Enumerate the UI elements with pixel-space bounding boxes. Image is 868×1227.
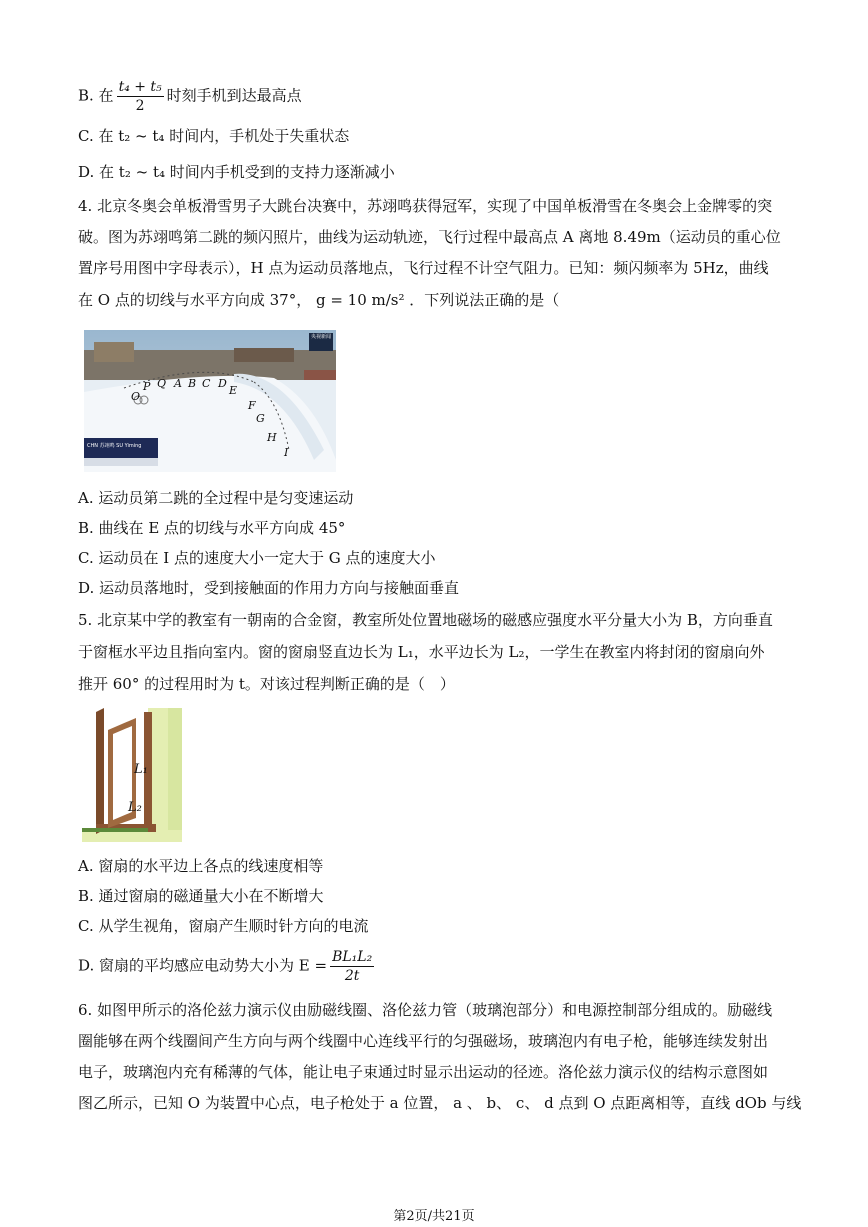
q4-option-d: D. 运动员落地时，受到接触面的作用力方向与接触面垂直 bbox=[78, 579, 460, 597]
q3-option-d: D. 在 t₂ ~ t₄ 时间内手机受到的支持力逐渐减小 bbox=[78, 163, 395, 181]
athlete-caption: CHN 苏翊鸣 SU Yiming bbox=[87, 443, 142, 449]
broadcaster-badge: 央视新闻 bbox=[310, 334, 331, 340]
fraction-denominator: 2 bbox=[135, 98, 145, 114]
fraction-numerator: t₄ + t₅ bbox=[118, 79, 162, 95]
option-b-suffix: 时刻手机到达最高点 bbox=[166, 86, 302, 105]
q5-option-b: B. 通过窗扇的磁通量大小在不断增大 bbox=[78, 887, 324, 905]
q6-stem-line: 6. 如图甲所示的洛伦兹力演示仪由励磁线圈、洛伦兹力管（玻璃泡部分）和电源控制部分组成的。励磁线 bbox=[78, 1001, 773, 1019]
q4-option-a: A. 运动员第二跳的全过程中是匀变速运动 bbox=[78, 489, 354, 507]
point-label-h: H bbox=[267, 431, 277, 444]
q4-stem-line: 破。图为苏翊鸣第二跳的频闪照片，曲线为运动轨迹，飞行过程中最高点 A 离地 8.49m（运动员的重心位 bbox=[78, 228, 781, 246]
q5-option-d bbox=[78, 948, 794, 985]
q4-option-b: B. 曲线在 E 点的切线与水平方向成 45° bbox=[78, 519, 346, 537]
point-label-q: Q bbox=[157, 377, 167, 390]
point-label-p: P bbox=[143, 380, 151, 393]
point-label-e: E bbox=[229, 384, 238, 397]
q6-stem-line: 电子，玻璃泡内充有稀薄的气体，能让电子束通过时显示出运动的径迹。洛伦兹力演示仪的结构示意图如 bbox=[78, 1063, 769, 1081]
q5-option-a: A. 窗扇的水平边上各点的线速度相等 bbox=[78, 857, 324, 875]
point-label-f: F bbox=[248, 399, 256, 412]
window-diagram bbox=[82, 708, 182, 842]
point-label-c: C bbox=[202, 377, 211, 390]
q4-stem-line: 在 O 点的切线与水平方向成 37°， g = 10 m/s² ．下列说法正确的是（ bbox=[78, 291, 560, 309]
q3-option-c: C. 在 t₂ ~ t₄ 时间内，手机处于失重状态 bbox=[78, 127, 350, 145]
point-label-b: B bbox=[188, 377, 197, 390]
label-l2: L₂ bbox=[128, 800, 142, 815]
q4-stem-line: 置序号用图中字母表示），H 点为运动员落地点，飞行过程不计空气阻力。已知：频闪频率为 5Hz，曲线 bbox=[78, 259, 769, 277]
q3-option-b bbox=[78, 78, 794, 115]
q5-stem-line: 5. 北京某中学的教室有一朝南的合金窗，教室所处位置地磁场的磁感应强度水平分量大小为 B，方向垂直 bbox=[78, 611, 773, 629]
fraction-numerator: BL₁L₂ bbox=[332, 949, 373, 965]
fraction bbox=[330, 948, 374, 985]
q6-stem-line: 图乙所示，已知 O 为装置中心点，电子枪处于 a 位置， a 、 b、 c、 d 点到 O 点距离相等，直线 dOb 与线 bbox=[78, 1094, 802, 1112]
q5-option-c: C. 从学生视角，窗扇产生顺时针方向的电流 bbox=[78, 917, 369, 935]
option-b-prefix: B. 在 bbox=[78, 86, 114, 105]
point-label-i: I bbox=[284, 446, 289, 459]
label-l1: L₁ bbox=[134, 762, 148, 777]
q4-option-c: C. 运动员在 I 点的速度大小一定大于 G 点的速度大小 bbox=[78, 549, 436, 567]
point-label-a: A bbox=[174, 377, 182, 390]
point-label-o: O bbox=[131, 390, 141, 403]
ski-jump-photo bbox=[84, 330, 336, 472]
point-label-d: D bbox=[218, 377, 227, 390]
point-label-g: G bbox=[256, 412, 265, 425]
q5-stem-line: 推开 60° 的过程用时为 t。对该过程判断正确的是（ ） bbox=[78, 675, 455, 693]
q4-stem-line: 4. 北京冬奥会单板滑雪男子大跳台决赛中，苏翊鸣获得冠军，实现了中国单板滑雪在冬奥会上金牌零的突 bbox=[78, 197, 773, 215]
q6-stem-line: 圈能够在两个线圈间产生方向与两个线圈中心连线平行的匀强磁场，玻璃泡内有电子枪，能够连续发射出 bbox=[78, 1032, 769, 1050]
fraction bbox=[117, 78, 164, 115]
fraction-denominator: 2t bbox=[344, 968, 360, 984]
option-d-prefix: D. 窗扇的平均感应电动势大小为 E = bbox=[78, 956, 328, 975]
q5-stem-line: 于窗框水平边且指向室内。窗的窗扇竖直边长为 L₁，水平边长为 L₂，一学生在教室内将封闭的窗扇向外 bbox=[78, 643, 765, 661]
page-footer: 第2页/共21页 bbox=[393, 1209, 475, 1224]
